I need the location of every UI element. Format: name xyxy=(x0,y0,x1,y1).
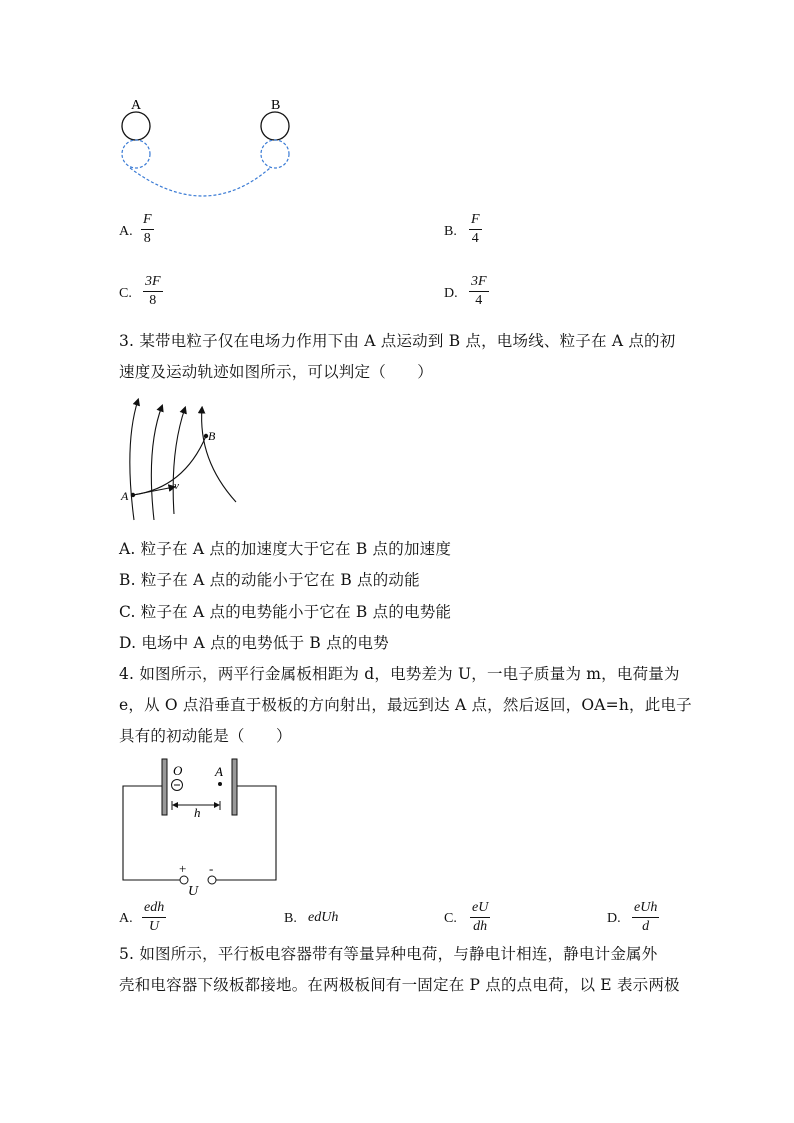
q4-option-d-num: eUh xyxy=(634,900,658,915)
q4-option-d-fraction xyxy=(632,899,659,936)
q3-option-b[interactable]: B. 粒子在 A 点的动能小于它在 B 点的动能 xyxy=(119,571,420,589)
q2-option-d-fraction xyxy=(469,273,489,310)
q4-stem-line3: 具有的初动能是（ ） xyxy=(119,727,292,745)
q2-option-a-num: F xyxy=(143,212,152,227)
q2-option-b-den: 4 xyxy=(469,229,482,248)
q4-option-d-den: d xyxy=(632,917,659,936)
q2-option-c-num: 3F xyxy=(145,274,161,289)
sphere-label-b: B xyxy=(271,98,281,113)
q3-stem-line2: 速度及运动轨迹如图所示，可以判定（ ） xyxy=(119,363,434,381)
q4-option-a-den: U xyxy=(142,917,166,936)
q3-option-d[interactable]: D. 电场中 A 点的电势低于 B 点的电势 xyxy=(119,634,389,652)
capacitor-circuit-figure xyxy=(116,752,286,898)
q4-stem-line1: 4. 如图所示，两平行金属板相距为 d，电势差为 U，一电子质量为 m，电荷量为 xyxy=(119,665,680,683)
q2-option-b-letter: B. xyxy=(444,224,457,239)
q3-option-a[interactable]: A. 粒子在 A 点的加速度大于它在 B 点的加速度 xyxy=(119,540,452,558)
point-b-label: B xyxy=(208,429,216,443)
q2-option-d-letter: D. xyxy=(444,286,458,301)
q4-stem-line2: e，从 O 点沿垂直于极板的方向射出，最远到达 A 点，然后返回，OA=h，此电子 xyxy=(119,696,692,714)
label-h: h xyxy=(194,805,201,820)
sphere-a-dashed xyxy=(122,140,150,168)
q5-stem-line2: 壳和电容器下级板都接地。在两极板间有一固定在 P 点的点电荷，以 E 表示两极 xyxy=(119,976,680,994)
q4-option-c-den: dh xyxy=(470,917,490,936)
q4-option-a-letter: A. xyxy=(119,911,133,926)
q2-option-d-den: 4 xyxy=(469,291,489,310)
label-a: A xyxy=(215,764,223,779)
q4-option-d-letter: D. xyxy=(607,911,621,926)
q3-option-c[interactable]: C. 粒子在 A 点的电势能小于它在 B 点的电势能 xyxy=(119,603,452,621)
sphere-b xyxy=(261,112,289,140)
trajectory xyxy=(133,436,206,495)
label-plus: + xyxy=(179,861,187,876)
q4-option-a-fraction xyxy=(142,899,166,936)
field-line-3 xyxy=(173,408,185,514)
right-plate xyxy=(232,759,237,815)
sphere-label-a: A xyxy=(131,98,142,113)
point-a xyxy=(131,493,135,497)
left-plate xyxy=(162,759,167,815)
terminal-negative xyxy=(208,876,216,884)
q2-option-d-num: 3F xyxy=(471,274,487,289)
q2-option-a-fraction xyxy=(141,211,154,248)
q2-option-b-fraction xyxy=(469,211,482,248)
dashed-arc xyxy=(130,168,270,196)
point-a xyxy=(218,782,222,786)
field-line-4 xyxy=(202,408,236,502)
q2-option-c-letter: C. xyxy=(119,286,132,301)
field-line-1 xyxy=(130,400,138,520)
q4-option-c-letter: C. xyxy=(444,911,457,926)
q5-stem-line1: 5. 如图所示，平行板电容器带有等量异种电荷，与静电计相连，静电计金属外 xyxy=(119,945,658,963)
right-wire xyxy=(216,786,276,880)
point-a-label: A xyxy=(121,489,129,503)
field-line-2 xyxy=(151,406,162,520)
label-o: O xyxy=(173,763,183,778)
sphere-a xyxy=(122,112,150,140)
q4-option-b-text: edUh xyxy=(308,910,339,925)
q4-option-c-fraction xyxy=(470,899,490,936)
field-lines-figure xyxy=(116,394,246,524)
q2-option-c-fraction xyxy=(143,273,163,310)
q4-option-a-num: edh xyxy=(144,900,165,915)
sphere-figure xyxy=(110,92,310,204)
q2-option-a-den: 8 xyxy=(141,229,154,248)
sphere-b-dashed xyxy=(261,140,289,168)
q2-option-b-num: F xyxy=(471,212,480,227)
q2-option-a-letter: A. xyxy=(119,224,133,239)
label-minus: - xyxy=(209,861,214,876)
velocity-arrow xyxy=(133,487,174,495)
q4-option-c-num: eU xyxy=(472,900,489,915)
q3-stem-line1: 3. 某带电粒子仅在电场力作用下由 A 点运动到 B 点，电场线、粒子在 A 点的初 xyxy=(119,332,676,350)
terminal-positive xyxy=(180,876,188,884)
q4-option-b-letter: B. xyxy=(284,911,297,926)
label-u: U xyxy=(188,884,199,898)
velocity-label: v xyxy=(174,480,179,492)
left-wire xyxy=(123,786,180,880)
q2-option-c-den: 8 xyxy=(143,291,163,310)
